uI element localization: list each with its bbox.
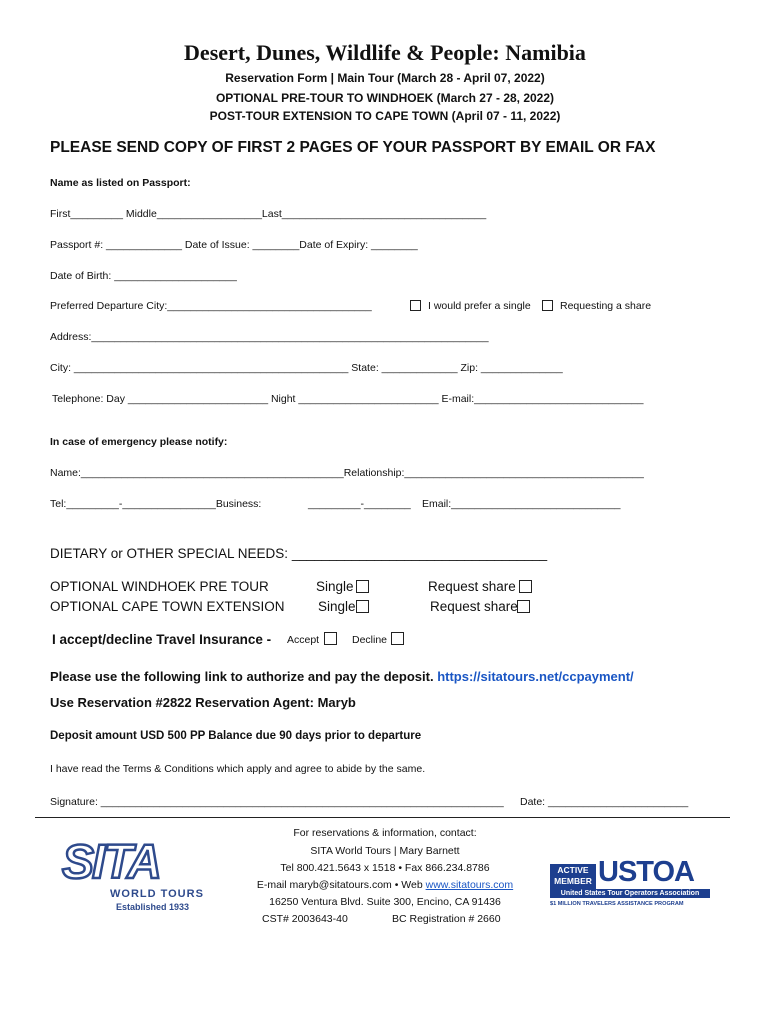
insurance-decline-checkbox[interactable] [391,632,404,645]
prefer-single-checkbox[interactable] [410,300,421,311]
passport-field[interactable]: Passport #: _____________ Date of Issue: ________Date of Expiry: ________ [50,239,418,251]
contact-heading: For reservations & information, contact: [293,827,477,839]
terms-text: I have read the Terms & Conditions which apply and agree to abide by the same. [50,763,426,775]
emergency-tel-field[interactable]: Tel:_________-________________Business: [50,498,262,510]
windhoek-single-checkbox[interactable] [356,580,369,593]
signature-field[interactable]: Signature: _____________________________________________________________________ [50,796,504,808]
ustoa-subtitle: United States Tour Operators Association [550,889,710,898]
document-title: Desert, Dunes, Wildlife & People: Namibia [184,40,586,65]
ustoa-active-member-badge: ACTIVE MEMBER [550,864,596,889]
passport-notice: PLEASE SEND COPY OF FIRST 2 PAGES OF YOUR PASSPORT BY EMAIL OR FAX [50,139,656,156]
sita-logo [62,838,212,918]
prefer-single-label: I would prefer a single [428,300,531,312]
contact-address: 16250 Ventura Blvd. Suite 300, Encino, CA 91436 [269,896,501,908]
reservation-info: Use Reservation #2822 Reservation Agent: Maryb [50,695,356,710]
subtitle-pre-tour: OPTIONAL PRE-TOUR TO WINDHOEK (March 27 - 28, 2022) [215,91,555,105]
capetown-single-checkbox[interactable] [356,600,369,613]
capetown-share-checkbox[interactable] [517,600,530,613]
emergency-email-field[interactable]: Email:_____________________________ [422,498,621,510]
footer-divider [35,817,730,818]
sita-logo-world-tours: WORLD TOURS [110,888,204,900]
contact-name: SITA World Tours | Mary Barnett [310,845,460,857]
sita-logo-wordmark: SITA [62,836,160,889]
subtitle-main-tour: Reservation Form | Main Tour (March 28 - April 07, 2022) [225,71,545,85]
payment-instruction: Please use the following link to authorize and pay the deposit. [50,669,434,684]
ustoa-logo [550,858,715,908]
contact-phone: Tel 800.421.5643 x 1518 • Fax 866.234.8786 [280,862,490,874]
payment-link[interactable]: https://sitatours.net/ccpayment/ [437,669,634,684]
capetown-single-label: Single [318,599,356,614]
capetown-share-label: Request share [430,599,518,614]
name-field[interactable]: First_________ Middle__________________Last___________________________________ [50,208,487,220]
subtitle-post-tour: POST-TOUR EXTENSION TO CAPE TOWN (April 07 - 11, 2022) [209,109,561,123]
sita-logo-established: Established 1933 [116,902,190,912]
date-field[interactable]: Date: ________________________ [520,796,689,808]
ustoa-wordmark: USTOA [598,856,694,888]
emergency-name-field[interactable]: Name:_____________________________________________Relationship:_________________________________________ [50,467,644,479]
name-heading: Name as listed on Passport: [50,177,191,189]
emergency-heading: In case of emergency please notify: [50,436,228,448]
windhoek-label: OPTIONAL WINDHOEK PRE TOUR [50,579,269,594]
capetown-label: OPTIONAL CAPE TOWN EXTENSION [50,599,285,614]
cst-number: CST# 2003643-40 [262,913,348,925]
requesting-share-label: Requesting a share [560,300,652,312]
windhoek-share-label: Request share [428,579,516,594]
windhoek-single-label: Single [316,579,354,594]
emergency-business-field[interactable]: _________-________ [308,498,411,510]
dietary-field[interactable]: DIETARY or OTHER SPECIAL NEEDS: __________________________________ [50,546,548,561]
telephone-field[interactable]: Telephone: Day ________________________ Night ________________________ E-mail:_____________________________ [52,393,644,405]
ustoa-program: $1 MILLION TRAVELERS ASSISTANCE PROGRAM [550,901,684,907]
deposit-info: Deposit amount USD 500 PP Balance due 90 days prior to departure [50,730,422,742]
insurance-accept-checkbox[interactable] [324,632,337,645]
departure-city-field[interactable]: Preferred Departure City:___________________________________ [50,300,372,312]
insurance-label: I accept/decline Travel Insurance - [52,632,272,647]
contact-email: E-mail maryb@sitatours.com • Web [256,879,426,891]
address-field[interactable]: Address:____________________________________________________________________ [50,331,489,343]
insurance-accept-label: Accept [287,634,320,646]
dob-field[interactable]: Date of Birth: _____________________ [50,270,237,282]
website-link[interactable]: www.sitatours.com [425,879,514,891]
insurance-decline-label: Decline [352,634,388,646]
requesting-share-checkbox[interactable] [542,300,553,311]
city-state-zip-field[interactable]: City: _______________________________________________ State: _____________ Zip: ______________ [50,362,563,374]
bc-registration: BC Registration # 2660 [392,913,501,925]
windhoek-share-checkbox[interactable] [519,580,532,593]
